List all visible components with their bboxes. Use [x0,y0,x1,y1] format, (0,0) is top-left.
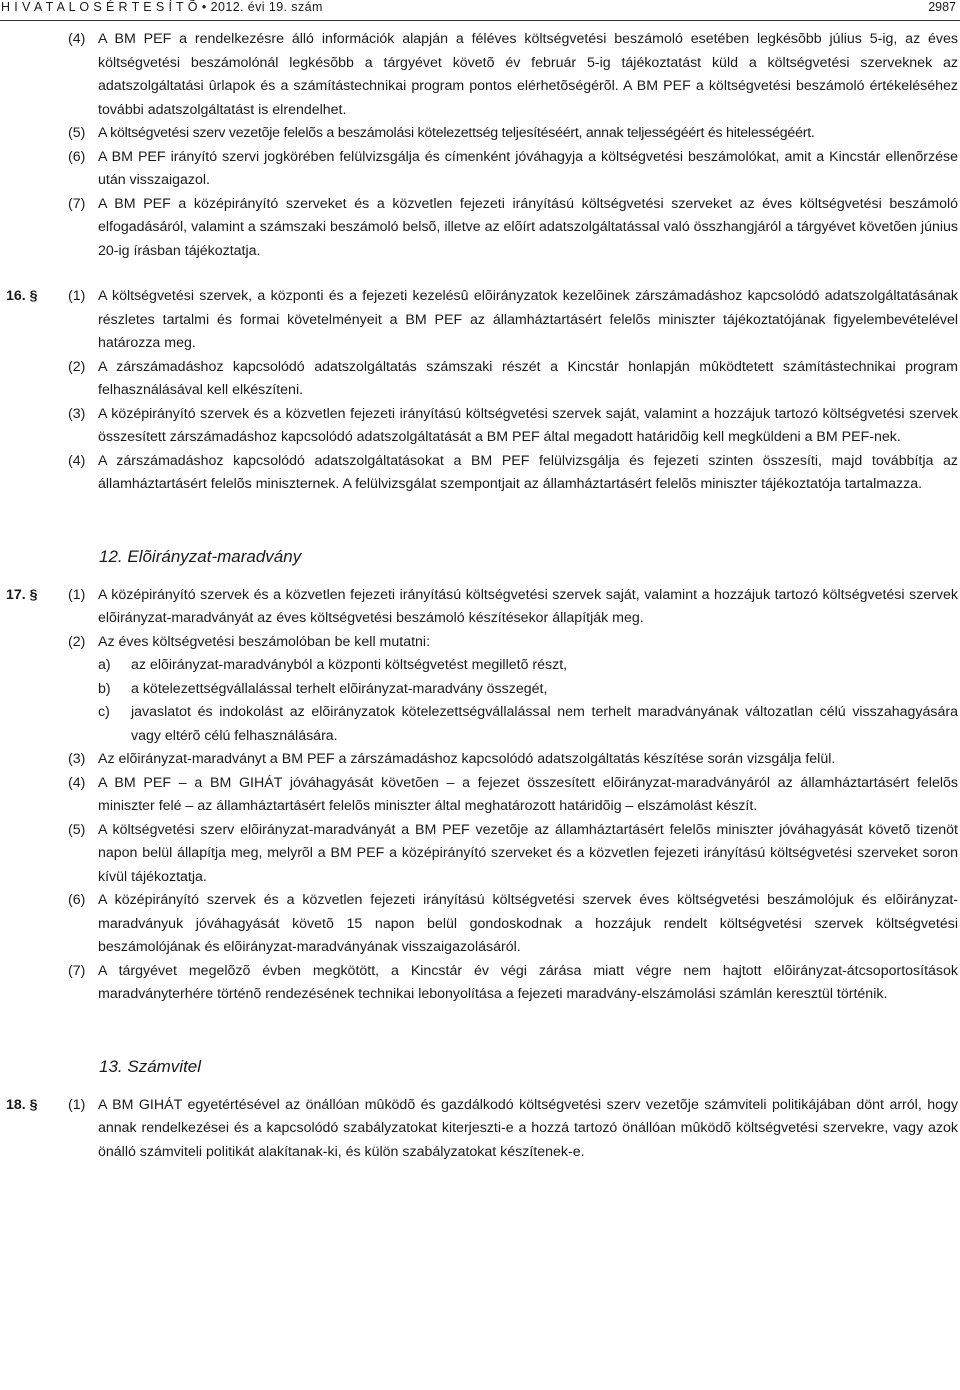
list-letter: b) [98,680,111,697]
paragraph-text: A BM PEF a középirányító szerveket és a közvetlen fejezeti irányítású költségvetési szerveket az éves költségvetési beszámoló elfogadásáról, valamint a számszaki beszámoló belsõ, illetve az elõírt adatszolgáltatással való összhangjáról a tárgyévet követõen június 20-ig írásban tájékoztatja. [98,195,958,259]
chapter-heading: 13. Számvitel [99,1056,202,1076]
paragraph-text: Az éves költségvetési beszámolóban be kell mutatni: [98,633,431,650]
list-item [0,654,960,678]
paragraph [0,1094,960,1165]
list-text: a kötelezettségvállalással terhelt elõirányzat-maradvány összegét, [131,680,548,697]
paragraph-number: (7) [68,962,86,979]
paragraph-number: (5) [68,821,86,838]
paragraph-text: A zárszámadáshoz kapcsolódó adatszolgáltatás számszaki részét a Kincstár honlapján mûködtetett számítástechnikai program felhasználásával kell elkészíteni. [98,358,958,398]
paragraph-number: (3) [68,405,86,422]
paragraph-number: (6) [68,892,86,908]
paragraph [0,889,960,960]
paragraph-text: Az elõirányzat-maradványt a BM PEF a zárszámadáshoz kapcsolódó adatszolgáltatás készítése során vizsgálja felül. [98,751,836,767]
paragraph-text: A zárszámadáshoz kapcsolódó adatszolgáltatásokat a BM PEF felülvizsgálja és fejezeti szinten összesíti, majd továbbítja az államháztartásért felelõs miniszternek. A felülvizsgálat szempontjait az államháztartásért felelõs miniszter tájékoztatója tartalmazza. [98,452,958,492]
paragraph [0,356,960,403]
section-15-continuation [0,28,960,263]
paragraph [0,403,960,450]
list-text: az elõirányzat-maradványból a központi költségvetést megilletõ részt, [131,657,568,673]
paragraph [0,450,960,497]
list-text: javaslatot és indokolást az elõirányzatok kötelezettségvállalással nem terhelt maradványának változatlan célú visszahagyására vagy eltérõ célú felhasználására. [131,704,958,744]
paragraph [0,285,960,356]
header-rule [0,20,960,21]
paragraph-number: (4) [68,31,86,47]
list-letter: c) [98,704,110,720]
paragraph-number: (1) [68,288,86,304]
paragraph-number: (6) [68,148,86,165]
issue-number: 2012. évi 19. szám [210,0,323,14]
paragraph-text: A tárgyévet megelõzõ évben megkötött, a Kincstár év végi zárása miatt végre nem hajtott elõirányzat-átcsoportosítások maradványterhére történõ rendezésének technikai lebonyolítása a fejezeti maradvány-elszámolási számlán keresztül történik. [98,962,958,1002]
paragraph-text: A BM PEF – a BM GIHÁT jóváhagyását követõen – a fejezet összesített elõirányzat-maradványáról az államháztartásért felelõs miniszter felé – az államháztartásért felelõs miniszter által meghatározott határidõig – elszámolást készít. [98,774,958,814]
section-18 [0,1094,960,1165]
paragraph-number: (1) [68,586,86,603]
running-header [0,0,960,14]
paragraph [0,748,960,772]
header-journal-info [1,0,323,14]
paragraph-text: A BM GIHÁT egyetértésével az önállóan mûködõ és gazdálkodó költségvetési szerv vezetõje számviteli politikájában dönt arról, hogy annak rendelkezései és a kapcsolódó szabályzatokat kiterjeszti-e a hozzá tartozó önállóan mûködõ költségvetési szervekre, vagy azok önálló számviteli politikát alakítanak-ki, és külön szabályzatokat készítenek-e. [98,1096,958,1160]
paragraph-number: (7) [68,195,86,212]
paragraph-text: A középirányító szervek és a közvetlen fejezeti irányítású költségvetési szervek saját, valamint a hozzájuk tartozó költségvetési szervek összesített zárszámadáshoz kapcsolódó adatszolgáltatását a BM PEF által megadott határidõig kell megküldeni a BM PEF-nek. [98,405,958,445]
list-item [0,701,960,748]
document-body [0,22,960,1164]
paragraph [0,960,960,1007]
paragraph-text: A költségvetési szerv elõirányzat-maradványát a BM PEF vezetõje az államháztartásért felelõs miniszter jóváhagyását követõ tizenöt napon belül állapítja meg, melyrõl a BM PEF a középirányító szerveket és a közvetlen fejezeti irányítású költségvetési szerveket soron kívül tájékoztatja. [98,821,958,885]
paragraph-text: A költségvetési szerv vezetõje felelõs a beszámolási kötelezettség teljesítéséért, annak teljességéért és hitelességéért. [98,125,815,141]
paragraph-number: (4) [68,452,86,469]
header-bullet: • [201,0,207,14]
paragraph [0,28,960,122]
paragraph-text: A középirányító szervek és a közvetlen fejezeti irányítású költségvetési szervek éves költségvetési beszámolójuk és elõirányzat-maradványuk jóváhagyását követõ 15 napon belül gondoskodnak a hozzájuk rendelt költségvetési szervek költségvetési beszámolójának és elõirányzat-maradványának visszaigazolásáról. [98,892,958,955]
list-item [0,678,960,702]
paragraph-number: (4) [68,774,86,791]
paragraph-number: (1) [68,1096,86,1113]
paragraph-number: (2) [68,358,86,375]
paragraph-number: (2) [68,633,86,650]
paragraph-text: A BM PEF irányító szervi jogkörében felülvizsgálja és címenként jóváhagyja a költségvetési beszámolókat, amit a Kincstár ellenõrzése után visszaigazol. [98,148,958,188]
list-letter: a) [98,657,111,673]
paragraph [0,122,960,146]
paragraph [0,193,960,264]
page-number: 2987 [928,0,956,14]
paragraph-number: (5) [68,125,86,141]
section-number: 17. § [6,586,38,603]
section-number: 18. § [6,1096,38,1113]
journal-title: H I V A T A L O S É R T E S Í T Õ [1,0,198,14]
paragraph [0,772,960,819]
paragraph-text: A költségvetési szervek, a központi és a fejezeti kezelésû elõirányzatok kezelõinek zárszámadáshoz kapcsolódó adatszolgáltatásának részletes tartalmi és formai követelményeit a BM PEF az államháztartásért felelõs miniszter tájékoztatójának figyelembevételével határozza meg. [98,288,958,351]
paragraph [0,819,960,890]
section-number: 16. § [6,288,38,304]
paragraph-text: A BM PEF a rendelkezésre álló információk alapján a féléves költségvetési beszámoló esetében legkésõbb július 5-ig, az éves költségvetési beszámolónál legkésõbb a tárgyévet követõ év február 5-ig tájékoztatást küld a költségvetési szerveknek az adatszolgáltatási ûrlapok és a számítástechnikai program pontos elérhetõségérõl. A BM PEF a költségvetési beszámoló értékeléséhez további adatszolgáltatást is elrendelhet. [98,31,958,118]
section-16 [0,285,960,497]
paragraph [0,584,960,631]
paragraph-text: A középirányító szervek és a közvetlen fejezeti irányítású költségvetési szervek saját, valamint a hozzájuk tartozó költségvetési szervek elõirányzat-maradványát az éves költségvetési beszámoló készítésekor állapítják meg. [98,586,958,626]
paragraph-number: (3) [68,751,86,767]
chapter-heading: 12. Elõirányzat-maradvány [99,546,302,566]
section-17 [0,584,960,1007]
paragraph [0,631,960,655]
paragraph [0,146,960,193]
